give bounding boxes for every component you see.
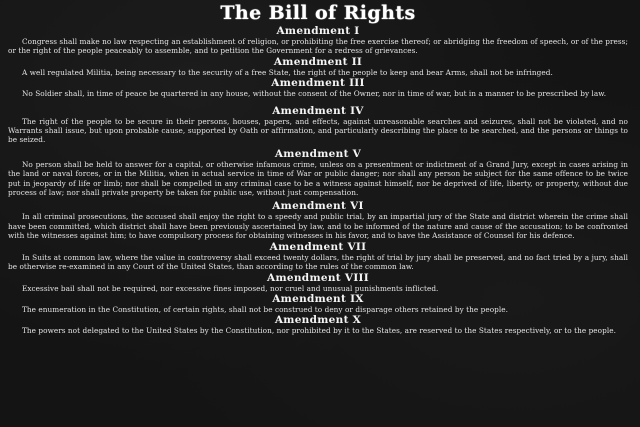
amendment-heading: Amendment VII [269, 240, 367, 253]
amendment-heading: Amendment VIII [267, 271, 369, 284]
amendment-heading: Amendment V [274, 147, 362, 160]
amendment-3 [8, 77, 628, 98]
amendment-8 [8, 272, 628, 293]
amendment-4 [8, 105, 628, 145]
amendment-heading: Amendment IX [272, 292, 364, 305]
amendment-text: No Soldier shall, in time of peace be quartered in any house, without the consent of the Owner, nor in time of war, but in a manner to be prescribed by law. [22, 89, 607, 99]
amendment-text: The right of the people to be secure in their persons, houses, papers, and effects, against unreasonable searches and seizures, shall not be violated, and no Warrants shall issue, but upon probable cause, supported by Oath or affirmation, and particularly describing the place to be searched, and the persons or things to be seized. [8, 116, 628, 145]
amendment-text: The powers not delegated to the United States by the Constitution, nor prohibited by it to the States, are reserved to the States respectively, or to the people. [22, 326, 616, 336]
amendment-heading: Amendment II [273, 55, 363, 68]
amendment-heading: Amendment III [271, 77, 365, 90]
amendment-text: The enumeration in the Constitution, of certain rights, shall not be construed to deny or disparage others retained by the people. [22, 304, 508, 314]
amendment-heading: Amendment I [276, 25, 360, 37]
amendment-2 [8, 56, 628, 77]
amendment-text: No person shall be held to answer for a capital, or otherwise infamous crime, unless on a presentment or indictment of a Grand Jury, except in cases arising in the land or naval forces, or in the Militia, when in actual service in time of War or public danger; nor shall any person be subject for the same offence to be twice put in jeopardy of life or limb; nor shall be compelled in any criminal case to be a witness against himself, nor be deprived of life, liberty, or property, without due process of law; nor shall private property be taken for public use, without just compensation. [8, 159, 628, 198]
amendment-5 [8, 148, 628, 198]
amendment-1 [8, 25, 628, 56]
amendment-10 [8, 314, 628, 335]
amendment-text: In Suits at common law, where the value in controversy shall exceed twenty dollars, the right of trial by jury shall be preserved, and no fact tried by a jury, shall be otherwise re-examined in any Court of the United States, than according to the rules of the common law. [8, 252, 628, 272]
amendment-text: Excessive bail shall not be required, nor excessive fines imposed, nor cruel and unusual punishments inflicted. [22, 283, 439, 293]
amendment-6 [8, 200, 628, 240]
amendment-heading: Amendment IV [272, 104, 364, 117]
amendment-text: In all criminal prosecutions, the accused shall enjoy the right to a speedy and public trial, by an impartial jury of the State and district wherein the crime shall have been committed, which district shall have been previously ascertained by law, and to be informed of the nature and cause of the accusation; to be confronted with the witnesses against him; to have compulsory process for obtaining witnesses in his favor, and to have the Assistance of Counsel for his defence. [8, 212, 628, 241]
amendment-7 [8, 241, 628, 272]
amendment-text: Congress shall make no law respecting an establishment of religion, or prohibiting the free exercise thereof; or abridging the freedom of speech, or of the press; or the right of the people peaceably to assemble, and to petition the Government for a redress of grievances. [8, 37, 628, 56]
amendment-heading: Amendment X [274, 314, 362, 327]
amendment-text: A well regulated Militia, being necessary to the security of a free State, the right of the people to keep and bear Arms, shall not be infringed. [22, 67, 553, 77]
page-title: The Bill of Rights [220, 2, 416, 24]
amendment-heading: Amendment VI [272, 200, 364, 213]
amendment-9 [8, 293, 628, 314]
